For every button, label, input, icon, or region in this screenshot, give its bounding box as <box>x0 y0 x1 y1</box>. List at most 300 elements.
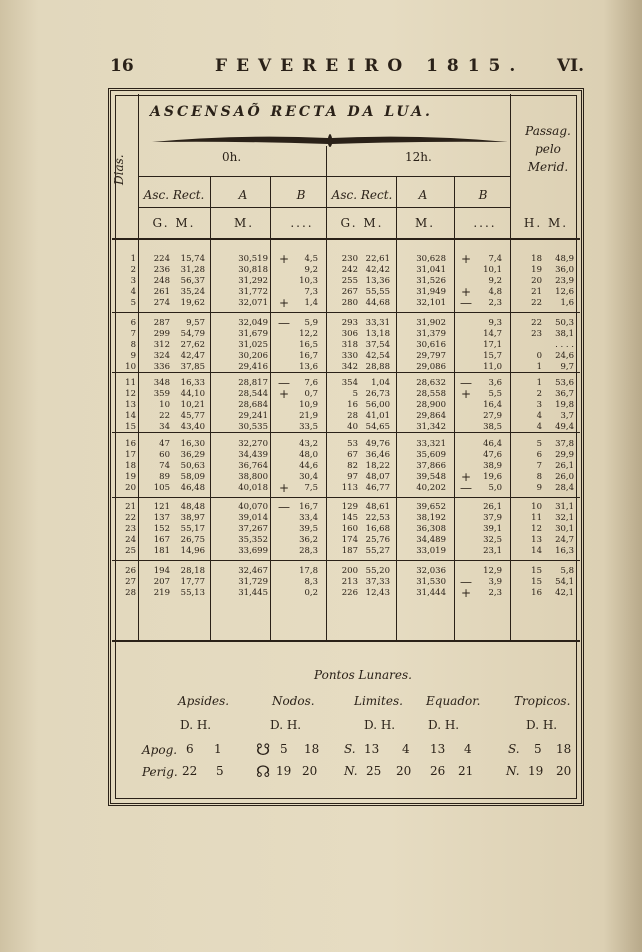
b-0: 0,2 <box>304 588 318 598</box>
asc-min-0: 36,29 <box>180 450 205 460</box>
passag-h: 3 <box>536 400 542 410</box>
apog-d: 6 <box>186 742 194 756</box>
a-0: 31,679 <box>238 329 268 339</box>
asc-min-12: 55,27 <box>365 546 390 556</box>
a-0: 31,292 <box>238 276 268 286</box>
a-12: 29,086 <box>416 362 446 372</box>
b-sign-0: — <box>278 500 290 514</box>
b-0: 5,9 <box>304 318 318 328</box>
b-12: 11,0 <box>483 362 502 372</box>
day: 12 <box>125 389 136 399</box>
b-12: 47,6 <box>483 450 502 460</box>
asc-min-0: 46,48 <box>180 483 205 493</box>
table-row <box>0 566 642 577</box>
apog-label: Apog. <box>142 743 178 757</box>
a-12: 31,530 <box>416 577 446 587</box>
b-sign-12: — <box>460 376 472 390</box>
asc-deg-0: 34 <box>159 422 170 432</box>
a-0: 33,699 <box>238 546 268 556</box>
day: 4 <box>130 287 136 297</box>
asc-min-12: 13,18 <box>365 329 390 339</box>
day: 24 <box>125 535 136 545</box>
passag-m: 1,6 <box>560 298 574 308</box>
table-row <box>0 546 642 557</box>
day: 26 <box>125 566 136 576</box>
b-12: 46,4 <box>483 439 502 449</box>
a-0: 28,544 <box>238 389 268 399</box>
col-asc-rect-0: Asc. Rect. <box>143 188 205 202</box>
perig-d: 22 <box>182 764 198 778</box>
lunares-title: Pontos Lunares. <box>314 668 412 682</box>
day: 3 <box>130 276 136 286</box>
asc-min-0: 55,13 <box>180 588 205 598</box>
asc-deg-0: 89 <box>159 472 170 482</box>
passag-h: 6 <box>536 450 542 460</box>
table-row <box>0 524 642 535</box>
b-12: 7,4 <box>488 254 502 264</box>
passag-m: 31,1 <box>555 502 574 512</box>
b-0: 16,7 <box>299 351 318 361</box>
passag-m: 16,3 <box>555 546 574 556</box>
asc-deg-12: 354 <box>341 378 358 388</box>
asc-deg-12: 200 <box>341 566 358 576</box>
apog-tr-h: 18 <box>556 742 572 756</box>
unit-dots-0: .... <box>290 216 314 230</box>
asc-deg-12: 28 <box>347 411 358 421</box>
passag-h: 1 <box>536 378 542 388</box>
b-12: 5,5 <box>488 389 502 399</box>
passag-m: . . . . <box>555 340 574 350</box>
a-12: 34,489 <box>416 535 446 545</box>
asc-deg-12: 306 <box>341 329 358 339</box>
a-12: 40,202 <box>416 483 446 493</box>
day: 22 <box>125 513 136 523</box>
passag-m: 26,0 <box>555 472 574 482</box>
asc-deg-0: 74 <box>159 461 170 471</box>
asc-deg-12: 230 <box>341 254 358 264</box>
b-0: 0,7 <box>304 389 318 399</box>
b-sign-12: + <box>460 252 472 266</box>
asc-deg-0: 137 <box>153 513 170 523</box>
day: 11 <box>125 378 136 388</box>
a-12: 39,652 <box>416 502 446 512</box>
a-12: 33,321 <box>416 439 446 449</box>
passag-h: 18 <box>531 254 542 264</box>
asc-deg-12: 226 <box>341 588 358 598</box>
head-limites: Limites. <box>354 694 403 708</box>
a-0: 31,445 <box>238 588 268 598</box>
asc-deg-12: 160 <box>341 524 358 534</box>
asc-deg-12: 129 <box>341 502 358 512</box>
table-row <box>0 389 642 400</box>
b-0: 48,0 <box>299 450 318 460</box>
asc-deg-0: 60 <box>159 450 170 460</box>
passag-m: 9,7 <box>560 362 574 372</box>
dh-limites: D. H. <box>364 718 396 732</box>
b-sign-12: + <box>460 387 472 401</box>
apog-nodo-h: 18 <box>304 742 320 756</box>
b-0: 36,2 <box>299 535 318 545</box>
passag-h: 0 <box>536 351 542 361</box>
asc-deg-12: 242 <box>341 265 358 275</box>
a-12: 31,379 <box>416 329 446 339</box>
day: 23 <box>125 524 136 534</box>
b-sign-0: + <box>278 481 290 495</box>
day: 6 <box>130 318 136 328</box>
a-0: 30,535 <box>238 422 268 432</box>
b-12: 19,6 <box>483 472 502 482</box>
table-row <box>0 362 642 373</box>
asc-deg-12: 293 <box>341 318 358 328</box>
asc-min-12: 12,43 <box>365 588 390 598</box>
day: 9 <box>130 351 136 361</box>
asc-deg-12: 82 <box>347 461 358 471</box>
b-sign-0: — <box>278 316 290 330</box>
a-12: 30,616 <box>416 340 446 350</box>
a-12: 32,036 <box>416 566 446 576</box>
asc-deg-0: 248 <box>153 276 170 286</box>
asc-min-12: 13,36 <box>365 276 390 286</box>
b-0: 7,5 <box>304 483 318 493</box>
a-0: 30,519 <box>238 254 268 264</box>
passag-h: 10 <box>531 502 542 512</box>
passag-m: 30,1 <box>555 524 574 534</box>
perig-lim-sym: N. <box>344 764 358 778</box>
table-row <box>0 513 642 524</box>
a-12: 31,949 <box>416 287 446 297</box>
asc-deg-12: 40 <box>347 422 358 432</box>
asc-min-0: 54,79 <box>180 329 205 339</box>
b-0: 16,7 <box>299 502 318 512</box>
table-row <box>0 483 642 494</box>
passag-m: 42,1 <box>555 588 574 598</box>
b-0: 39,5 <box>299 524 318 534</box>
b-sign-0: + <box>278 296 290 310</box>
asc-deg-12: 113 <box>341 483 358 493</box>
apog-h: 1 <box>214 742 222 756</box>
passag-m: 23,9 <box>555 276 574 286</box>
table-row <box>0 400 642 411</box>
passag-h: 14 <box>531 546 542 556</box>
b-0: 13,6 <box>299 362 318 372</box>
passag-h: 4 <box>536 422 542 432</box>
perig-lim-h: 20 <box>396 764 412 778</box>
passag-m: 24,6 <box>555 351 574 361</box>
asc-min-0: 31,28 <box>180 265 205 275</box>
b-12: 3,6 <box>488 378 502 388</box>
perig-label: Perig. <box>142 765 178 779</box>
b-0: 30,4 <box>299 472 318 482</box>
apog-lim-h: 4 <box>402 742 410 756</box>
table-row <box>0 318 642 329</box>
apog-lim-sym: S. <box>344 742 356 756</box>
a-12: 37,866 <box>416 461 446 471</box>
asc-min-12: 42,54 <box>365 351 390 361</box>
asc-min-0: 10,21 <box>180 400 205 410</box>
a-0: 29,241 <box>238 411 268 421</box>
a-0: 29,416 <box>238 362 268 372</box>
a-12: 29,864 <box>416 411 446 421</box>
asc-deg-12: 187 <box>341 546 358 556</box>
a-0: 31,729 <box>238 577 268 587</box>
dh-apsides: D. H. <box>180 718 212 732</box>
a-12: 35,609 <box>416 450 446 460</box>
asc-min-12: 22,61 <box>365 254 390 264</box>
asc-deg-12: 342 <box>341 362 358 372</box>
asc-min-0: 56,37 <box>180 276 205 286</box>
asc-min-12: 25,76 <box>365 535 390 545</box>
ascending-node-icon: ☊ <box>256 762 271 781</box>
a-0: 35,352 <box>238 535 268 545</box>
asc-deg-0: 10 <box>159 400 170 410</box>
day: 18 <box>125 461 136 471</box>
asc-min-12: 37,33 <box>365 577 390 587</box>
passag-h: 7 <box>536 461 542 471</box>
a-0: 37,267 <box>238 524 268 534</box>
table-row <box>0 502 642 513</box>
apog-eq-h: 4 <box>464 742 472 756</box>
asc-deg-0: 219 <box>153 588 170 598</box>
asc-deg-12: 97 <box>347 472 358 482</box>
b-0: 16,5 <box>299 340 318 350</box>
asc-min-0: 50,63 <box>180 461 205 471</box>
perig-lim-d: 25 <box>366 764 382 778</box>
asc-min-12: 44,68 <box>365 298 390 308</box>
unit-m-12: M. <box>414 216 436 230</box>
perig-nodo-d: 19 <box>276 764 292 778</box>
b-12: 4,8 <box>488 287 502 297</box>
b-0: 7,3 <box>304 287 318 297</box>
asc-min-12: 46,77 <box>365 483 390 493</box>
b-12: 39,1 <box>483 524 502 534</box>
day: 20 <box>125 483 136 493</box>
passag-h: 16 <box>531 588 542 598</box>
passag-m: 36,0 <box>555 265 574 275</box>
passag-h: 22 <box>531 298 542 308</box>
passag-m: 26,1 <box>555 461 574 471</box>
b-12: 38,5 <box>483 422 502 432</box>
table-row <box>0 450 642 461</box>
day: 19 <box>125 472 136 482</box>
passag-h: 11 <box>531 513 542 523</box>
passag-m: 19,8 <box>555 400 574 410</box>
passag-h: 15 <box>531 577 542 587</box>
asc-min-0: 42,47 <box>180 351 205 361</box>
col-b-12: B <box>478 188 488 202</box>
asc-min-0: 19,62 <box>180 298 205 308</box>
a-0: 34,439 <box>238 450 268 460</box>
table-row <box>0 298 642 309</box>
apog-nodo-d: 5 <box>280 742 288 756</box>
asc-min-0: 38,97 <box>180 513 205 523</box>
asc-min-12: 1,04 <box>371 378 390 388</box>
b-12: 15,7 <box>483 351 502 361</box>
asc-min-0: 16,30 <box>180 439 205 449</box>
asc-min-0: 55,17 <box>180 524 205 534</box>
day: 21 <box>125 502 136 512</box>
asc-deg-0: 194 <box>153 566 170 576</box>
table-row <box>0 535 642 546</box>
asc-min-0: 45,77 <box>180 411 205 421</box>
a-12: 39,548 <box>416 472 446 482</box>
asc-min-12: 55,20 <box>365 566 390 576</box>
passag-m: 3,7 <box>560 411 574 421</box>
asc-min-12: 37,54 <box>365 340 390 350</box>
asc-min-12: 48,61 <box>365 502 390 512</box>
table-row <box>0 265 642 276</box>
b-12: 26,1 <box>483 502 502 512</box>
passag-h: 13 <box>531 535 542 545</box>
table-row <box>0 254 642 265</box>
b-0: 1,4 <box>304 298 318 308</box>
b-0: 10,9 <box>299 400 318 410</box>
asc-deg-0: 274 <box>153 298 170 308</box>
b-sign-0: + <box>278 252 290 266</box>
b-sign-12: — <box>460 296 472 310</box>
asc-deg-12: 67 <box>347 450 358 460</box>
b-sign-12: + <box>460 586 472 600</box>
asc-min-0: 16,33 <box>180 378 205 388</box>
b-0: 21,9 <box>299 411 318 421</box>
asc-min-12: 41,01 <box>365 411 390 421</box>
passag-m: 24,7 <box>555 535 574 545</box>
day: 14 <box>125 411 136 421</box>
asc-min-12: 22,53 <box>365 513 390 523</box>
b-0: 17,8 <box>299 566 318 576</box>
b-12: 9,3 <box>488 318 502 328</box>
asc-min-12: 48,07 <box>365 472 390 482</box>
a-0: 40,070 <box>238 502 268 512</box>
unit-gm-0: G. M. <box>152 216 196 230</box>
unit-dots-12: .... <box>473 216 497 230</box>
b-12: 9,2 <box>488 276 502 286</box>
b-0: 7,6 <box>304 378 318 388</box>
a-0: 31,025 <box>238 340 268 350</box>
passag-m: 48,9 <box>555 254 574 264</box>
asc-min-12: 26,73 <box>365 389 390 399</box>
apog-lim-d: 13 <box>364 742 380 756</box>
a-0: 40,018 <box>238 483 268 493</box>
asc-min-12: 33,31 <box>365 318 390 328</box>
day: 25 <box>125 546 136 556</box>
asc-deg-0: 207 <box>153 577 170 587</box>
asc-deg-0: 121 <box>153 502 170 512</box>
asc-deg-0: 47 <box>159 439 170 449</box>
a-0: 38,800 <box>238 472 268 482</box>
passag-h: 8 <box>536 472 542 482</box>
a-12: 31,444 <box>416 588 446 598</box>
b-0: 10,3 <box>299 276 318 286</box>
asc-min-12: 49,76 <box>365 439 390 449</box>
asc-min-0: 27,62 <box>180 340 205 350</box>
a-12: 32,101 <box>416 298 446 308</box>
b-12: 23,1 <box>483 546 502 556</box>
b-sign-0: — <box>278 376 290 390</box>
b-12: 14,7 <box>483 329 502 339</box>
table-row <box>0 340 642 351</box>
b-sign-12: — <box>460 575 472 589</box>
b-0: 43,2 <box>299 439 318 449</box>
asc-deg-0: 348 <box>153 378 170 388</box>
passag-m: 32,1 <box>555 513 574 523</box>
asc-min-12: 16,68 <box>365 524 390 534</box>
a-0: 30,818 <box>238 265 268 275</box>
asc-min-12: 55,55 <box>365 287 390 297</box>
table-title: ASCENSAÕ RECTA DA LUA. <box>150 104 433 120</box>
b-12: 2,3 <box>488 588 502 598</box>
passag-m: 5,8 <box>560 566 574 576</box>
apog-tr-d: 5 <box>534 742 542 756</box>
day: 13 <box>125 400 136 410</box>
asc-deg-12: 267 <box>341 287 358 297</box>
asc-min-12: 42,42 <box>365 265 390 275</box>
passag-m: 38,1 <box>555 329 574 339</box>
perig-tr-sym: N. <box>506 764 520 778</box>
perig-tr-d: 19 <box>528 764 544 778</box>
b-sign-12: — <box>460 481 472 495</box>
asc-deg-0: 287 <box>153 318 170 328</box>
b-12: 38,9 <box>483 461 502 471</box>
a-12: 38,192 <box>416 513 446 523</box>
day: 5 <box>130 298 136 308</box>
asc-min-0: 28,18 <box>180 566 205 576</box>
b-0: 4,5 <box>304 254 318 264</box>
col-asc-rect-12: Asc. Rect. <box>331 188 393 202</box>
page-title: FEVEREIRO 1815. <box>215 56 525 76</box>
col-a-12: A <box>418 188 428 202</box>
perig-eq-h: 21 <box>458 764 474 778</box>
b-0: 8,3 <box>304 577 318 587</box>
table-row <box>0 577 642 588</box>
head-tropicos: Tropicos. <box>514 694 571 708</box>
asc-deg-12: 16 <box>347 400 358 410</box>
page-number: 16 <box>110 56 134 76</box>
table-row <box>0 351 642 362</box>
asc-deg-12: 174 <box>341 535 358 545</box>
asc-deg-0: 261 <box>153 287 170 297</box>
asc-deg-0: 105 <box>153 483 170 493</box>
passag-m: 29,9 <box>555 450 574 460</box>
asc-deg-0: 359 <box>153 389 170 399</box>
asc-min-0: 17,77 <box>180 577 205 587</box>
day: 8 <box>130 340 136 350</box>
asc-min-0: 48,48 <box>180 502 205 512</box>
a-12: 31,902 <box>416 318 446 328</box>
a-0: 28,684 <box>238 400 268 410</box>
passag-h: 19 <box>531 265 542 275</box>
b-12: 37,9 <box>483 513 502 523</box>
table-row <box>0 276 642 287</box>
perig-tr-h: 20 <box>556 764 572 778</box>
asc-deg-0: 224 <box>153 254 170 264</box>
a-0: 32,270 <box>238 439 268 449</box>
passag-m: 12,6 <box>555 287 574 297</box>
col-b-0: B <box>296 188 306 202</box>
asc-deg-12: 280 <box>341 298 358 308</box>
unit-gm-12: G. M. <box>340 216 384 230</box>
asc-deg-0: 299 <box>153 329 170 339</box>
apog-tr-sym: S. <box>508 742 520 756</box>
day: 16 <box>125 439 136 449</box>
b-12: 10,1 <box>483 265 502 275</box>
b-sign-12: + <box>460 470 472 484</box>
asc-deg-0: 181 <box>153 546 170 556</box>
asc-deg-0: 167 <box>153 535 170 545</box>
b-0: 28,3 <box>299 546 318 556</box>
b-0: 12,2 <box>299 329 318 339</box>
table-row <box>0 588 642 599</box>
a-12: 31,041 <box>416 265 446 275</box>
